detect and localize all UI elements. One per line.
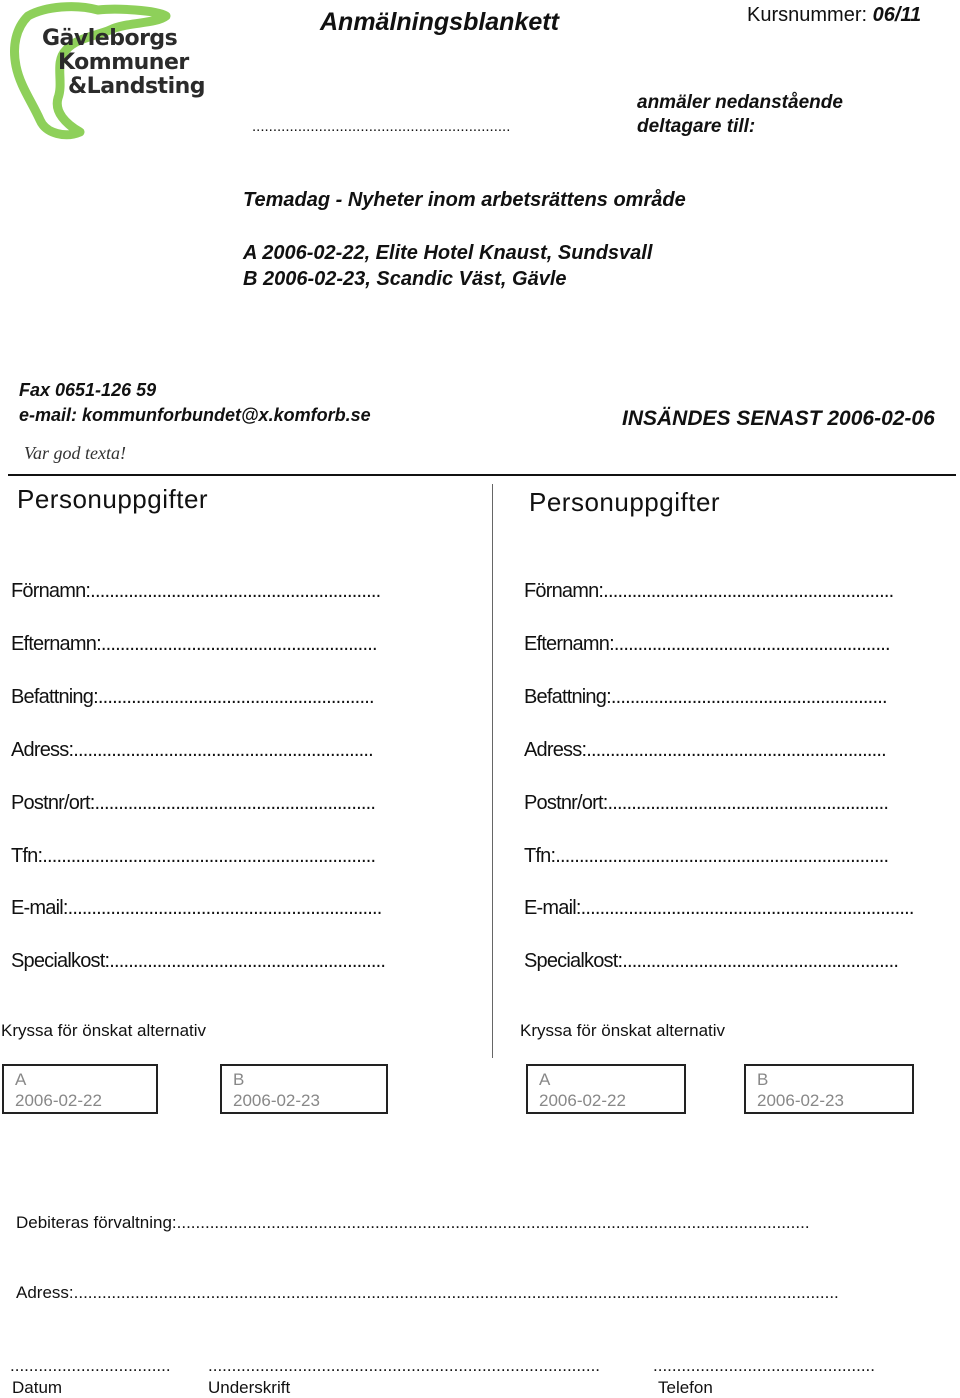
- right-option-a-checkbox[interactable]: [526, 1064, 686, 1114]
- left-field-fornamn[interactable]: Förnamn:.............................................................: [11, 580, 381, 602]
- print-note: Var god texta!: [24, 443, 126, 463]
- phone-field[interactable]: ...............................................: [653, 1356, 875, 1375]
- form-title: Anmälningsblankett: [320, 8, 559, 36]
- left-field-adress[interactable]: Adress:...............................................................: [11, 739, 373, 761]
- event-date-a: A 2006-02-22, Elite Hotel Knaust, Sundsvall: [243, 242, 653, 264]
- left-option-a-letter: A: [15, 1070, 27, 1089]
- left-field-specialkost[interactable]: Specialkost:..........................................................: [11, 950, 386, 972]
- right-option-a-date: 2006-02-22: [539, 1091, 626, 1110]
- right-field-befattning[interactable]: Befattning:..........................................................: [524, 686, 887, 708]
- contact-email: e-mail: kommunforbundet@x.komforb.se: [19, 405, 371, 425]
- right-field-efternamn[interactable]: Efternamn:..........................................................: [524, 633, 890, 655]
- left-field-tfn[interactable]: Tfn:......................................................................: [11, 845, 376, 867]
- signature-field[interactable]: ...................................................................................: [208, 1356, 601, 1375]
- left-section-title: Personuppgifter: [17, 484, 209, 514]
- logo-text-line3: &Landsting: [68, 74, 206, 99]
- right-field-adress[interactable]: Adress:...............................................................: [524, 739, 886, 761]
- event-date-b: B 2006-02-23, Scandic Väst, Gävle: [243, 268, 567, 290]
- signature-label: Underskrift: [208, 1378, 291, 1397]
- divider-horizontal: [8, 474, 956, 476]
- logo: [6, 2, 212, 142]
- organization-field[interactable]: ..............................................................: [252, 118, 511, 135]
- announce-line2: deltagare till:: [637, 116, 756, 137]
- left-option-a-checkbox[interactable]: [2, 1064, 158, 1114]
- divider-vertical: [492, 484, 493, 1058]
- date-label: Datum: [12, 1378, 63, 1397]
- left-option-a-date: 2006-02-22: [15, 1091, 102, 1110]
- left-field-efternamn[interactable]: Efternamn:..........................................................: [11, 633, 377, 655]
- course-label: Kursnummer:: [747, 4, 868, 26]
- right-option-a-letter: A: [539, 1070, 551, 1089]
- right-option-b-checkbox[interactable]: [744, 1064, 914, 1114]
- debit-department-field[interactable]: Debiteras förvaltning:......................................................................................................................................: [16, 1213, 810, 1232]
- right-field-specialkost[interactable]: Specialkost:..........................................................: [524, 950, 899, 972]
- right-field-email[interactable]: E-mail:......................................................................: [524, 897, 914, 919]
- left-field-postnr-ort[interactable]: Postnr/ort:...........................................................: [11, 792, 376, 814]
- left-option-b-date: 2006-02-23: [233, 1091, 320, 1110]
- left-option-b-checkbox[interactable]: [220, 1064, 388, 1114]
- left-field-email[interactable]: E-mail:..................................................................: [11, 897, 382, 919]
- announce-line1: anmäler nedanstående: [637, 92, 843, 113]
- right-option-b-letter: B: [757, 1070, 769, 1089]
- logo-text-line1: Gävleborgs: [42, 26, 178, 51]
- fax-number: Fax 0651-126 59: [19, 380, 157, 400]
- date-field[interactable]: ..................................: [10, 1356, 171, 1375]
- left-option-b-letter: B: [233, 1070, 245, 1089]
- event-title: Temadag - Nyheter inom arbetsrättens område: [243, 189, 686, 211]
- billing-address-field[interactable]: Adress:..................................................................................................................................................................: [16, 1283, 839, 1302]
- right-field-postnr-ort[interactable]: Postnr/ort:...........................................................: [524, 792, 889, 814]
- right-field-fornamn[interactable]: Förnamn:.............................................................: [524, 580, 894, 602]
- course-number: 06/11: [872, 4, 922, 26]
- left-choice-label: Kryssa för önskat alternativ: [1, 1021, 207, 1040]
- right-section-title: Personuppgifter: [529, 487, 721, 517]
- right-field-tfn[interactable]: Tfn:......................................................................: [524, 845, 889, 867]
- left-field-befattning[interactable]: Befattning:..........................................................: [11, 686, 374, 708]
- right-choice-label: Kryssa för önskat alternativ: [520, 1021, 726, 1040]
- phone-label: Telefon: [658, 1378, 713, 1397]
- logo-text-line2: Kommuner: [58, 50, 189, 75]
- course-number-line: [747, 4, 921, 27]
- right-option-b-date: 2006-02-23: [757, 1091, 844, 1110]
- deadline: INSÄNDES SENAST 2006-02-06: [622, 407, 935, 430]
- announce-text: [637, 91, 843, 139]
